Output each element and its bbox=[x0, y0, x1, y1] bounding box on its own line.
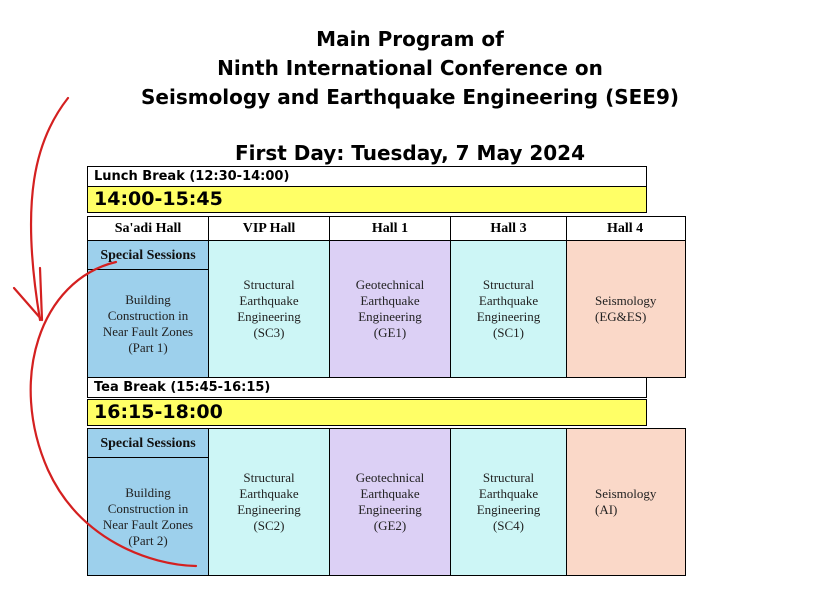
special-session-text: Building Construction in Near Fault Zones (Part 1) bbox=[102, 291, 194, 355]
hall4-session-2: Seismology (AI) bbox=[566, 428, 686, 576]
time-slot-2: 16:15-18:00 bbox=[87, 399, 647, 426]
arrow-curve-lower bbox=[31, 262, 196, 566]
hall-header-hall3: Hall 3 bbox=[450, 216, 567, 241]
program-title-line2: Ninth International Conference on bbox=[217, 56, 603, 80]
special-sessions-label: Special Sessions bbox=[88, 241, 208, 270]
hall1-session-2: Geotechnical Earthquake Engineering (GE2) bbox=[329, 428, 451, 576]
time-slot-1: 14:00-15:45 bbox=[87, 186, 647, 213]
hall-header-vip: VIP Hall bbox=[208, 216, 330, 241]
hall4-session-1: Seismology (EG&ES) bbox=[566, 240, 686, 378]
lunch-break-row: Lunch Break (12:30-14:00) bbox=[87, 166, 647, 187]
program-title-line1: Main Program of bbox=[316, 27, 504, 51]
hall-header-hall4: Hall 4 bbox=[566, 216, 686, 241]
program-title-line3: Seismology and Earthquake Engineering (SEE9) bbox=[141, 85, 679, 109]
day-title: First Day: Tuesday, 7 May 2024 bbox=[234, 141, 585, 165]
arrow-curve-upper bbox=[31, 98, 68, 320]
hall1-session-1: Geotechnical Earthquake Engineering (GE1) bbox=[329, 240, 451, 378]
tea-break-row: Tea Break (15:45-16:15) bbox=[87, 377, 647, 398]
hall-header-hall1: Hall 1 bbox=[329, 216, 451, 241]
hall-header-saadi: Sa'adi Hall bbox=[87, 216, 209, 241]
hall3-session-2: Structural Earthquake Engineering (SC4) bbox=[450, 428, 567, 576]
special-session-text: Building Construction in Near Fault Zones (Part 2) bbox=[102, 484, 194, 548]
vip-hall-session-2: Structural Earthquake Engineering (SC2) bbox=[208, 428, 330, 576]
special-sessions-label: Special Sessions bbox=[88, 429, 208, 458]
vip-hall-session-1: Structural Earthquake Engineering (SC3) bbox=[208, 240, 330, 378]
hall3-session-1: Structural Earthquake Engineering (SC1) bbox=[450, 240, 567, 378]
